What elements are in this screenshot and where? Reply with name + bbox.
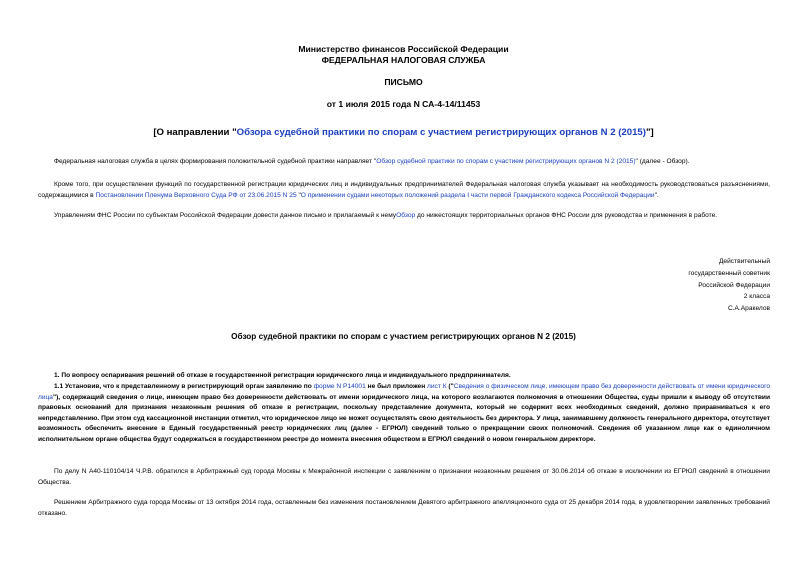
- body-paragraph-3: [38, 211, 770, 222]
- document-type: ПИСЬМО: [384, 77, 423, 87]
- signature-line: Российской Федерации: [698, 281, 770, 289]
- case-paragraph-2: Решением Арбитражного суда города Москвы от 13 октября 2014 года, оставленным без изменения постановлением Девятого арбитражного апелляционного суда от 25 декабря 2014 года, в удовлетворении заявленных требований отказано.: [38, 499, 770, 517]
- section-1-1-paragraph: [38, 382, 770, 445]
- s11-text-end: "), содержащий сведения о лице, имеющем право без доверенности действовать от имени юридического лица, на которого возлагаются полномочия в отношении Общества, суды пришли к выводу об отсутствии правовых оснований для признания незаконным решения об отказе в регистрации, поскольку представление документа, который не содержит всех необходимых сведений, должно приравниваться к его непредставлению. При этом суд кассационной инстанции отметил, что юридическое лицо не может осуществлять свою деятельность без директора. У лица, занимавшему должность генерального директора, отсутствует возможность обеспечить внесение в Единый государственный реестр юридических лиц (далее - ЕГРЮЛ) сведений только о прекращении своих полномочий. Сведения об указанном лице как о единоличном исполнительном органе общества будут содержаться в государственном реестре до момента внесения обществом в ЕГРЮЛ сведений о новом генеральном директоре.: [38, 393, 770, 443]
- s11-text-mid: не был приложен: [365, 383, 428, 390]
- service-name: ФЕДЕРАЛЬНАЯ НАЛОГОВАЯ СЛУЖБА: [321, 55, 486, 65]
- p2-resolution-link[interactable]: Постановлении Пленума Верховного Суда РФ от 23.06.2015 N 25: [95, 191, 297, 199]
- case-paragraph-1: По делу N А40-110104/14 Ч.Р.В. обратился в Арбитражный суд города Москвы к Межрайонной инспекции с заявлением о признании незаконным решения от 30.06.2014 об отказе в исключении из ЕГРЮЛ сведений в отношении Общества.: [38, 468, 770, 486]
- title-suffix: "]: [645, 127, 654, 138]
- ministry-name: Министерство финансов Российской Федерации: [298, 44, 509, 54]
- p2-civil-code-link[interactable]: О применении судами некоторых положений раздела I части первой Гражданского кодекса Российской Федерации: [300, 191, 655, 199]
- p1-review-link[interactable]: Обзор судебной практики по спорам с участием регистрирующих органов N 2 (2015): [376, 158, 636, 165]
- p1-text: Федеральная налоговая служба в целях формирования положительной судебной практики направляет ": [54, 158, 377, 165]
- body-paragraph-1: [38, 157, 770, 168]
- document-title: [0, 127, 807, 138]
- p2-text: Кроме того, при осуществлении функций по государственной регистрации юридических лиц и индивидуальных предпринимателей Федеральная налоговая служба указывает на необходимость руководствоваться разъяснениями, содержащимися в: [38, 181, 770, 199]
- document-date-number: от 1 июля 2015 года N СА-4-14/11453: [326, 99, 481, 109]
- signature-name: С.А.Аракелов: [727, 305, 770, 313]
- p2-text-mid: ": [296, 191, 301, 199]
- sheet-k-link[interactable]: лист К: [427, 383, 447, 390]
- s11-text-mid2: (": [446, 383, 454, 390]
- form-p14001-link[interactable]: форме N Р14001: [313, 383, 366, 390]
- review-title: Обзор судебной практики по спорам с участием регистрирующих органов N 2 (2015): [231, 332, 576, 341]
- signature-line: 2 класса: [743, 293, 770, 301]
- title-prefix: [О направлении ": [153, 127, 237, 138]
- p1-text-end: " (далее - Обзор).: [635, 158, 690, 165]
- signature-line: Действительный: [718, 258, 770, 265]
- signature-block: [570, 256, 770, 315]
- p3-text: Управлениям ФНС России по субъектам Российской Федерации довести данное письмо и прилагаемый к нему: [54, 212, 397, 219]
- p3-review-link[interactable]: Обзор: [396, 212, 416, 219]
- p2-text-end: ".: [654, 191, 659, 199]
- body-paragraph-2: [38, 180, 770, 201]
- section-1-heading: 1. По вопросу оспаривания решений об отказе в государственной регистрации юридического лица и индивидуального предпринимателя.: [54, 372, 511, 379]
- title-link[interactable]: Обзора судебной практики по спорам с участием регистрирующих органов N 2 (2015): [236, 127, 646, 138]
- document-header: [0, 44, 807, 66]
- sheet-k-title-link[interactable]: Сведения о физическом лице, имеющем право без доверенности действовать от имени юридического лица: [38, 383, 771, 401]
- s11-text: 1.1 Установив, что к представленному в регистрирующий орган заявлению по: [54, 383, 314, 390]
- p3-text-end: до нижестоящих территориальных органов ФНС России для руководства и применения в работе.: [415, 212, 718, 219]
- signature-line: государственный советник: [688, 269, 770, 277]
